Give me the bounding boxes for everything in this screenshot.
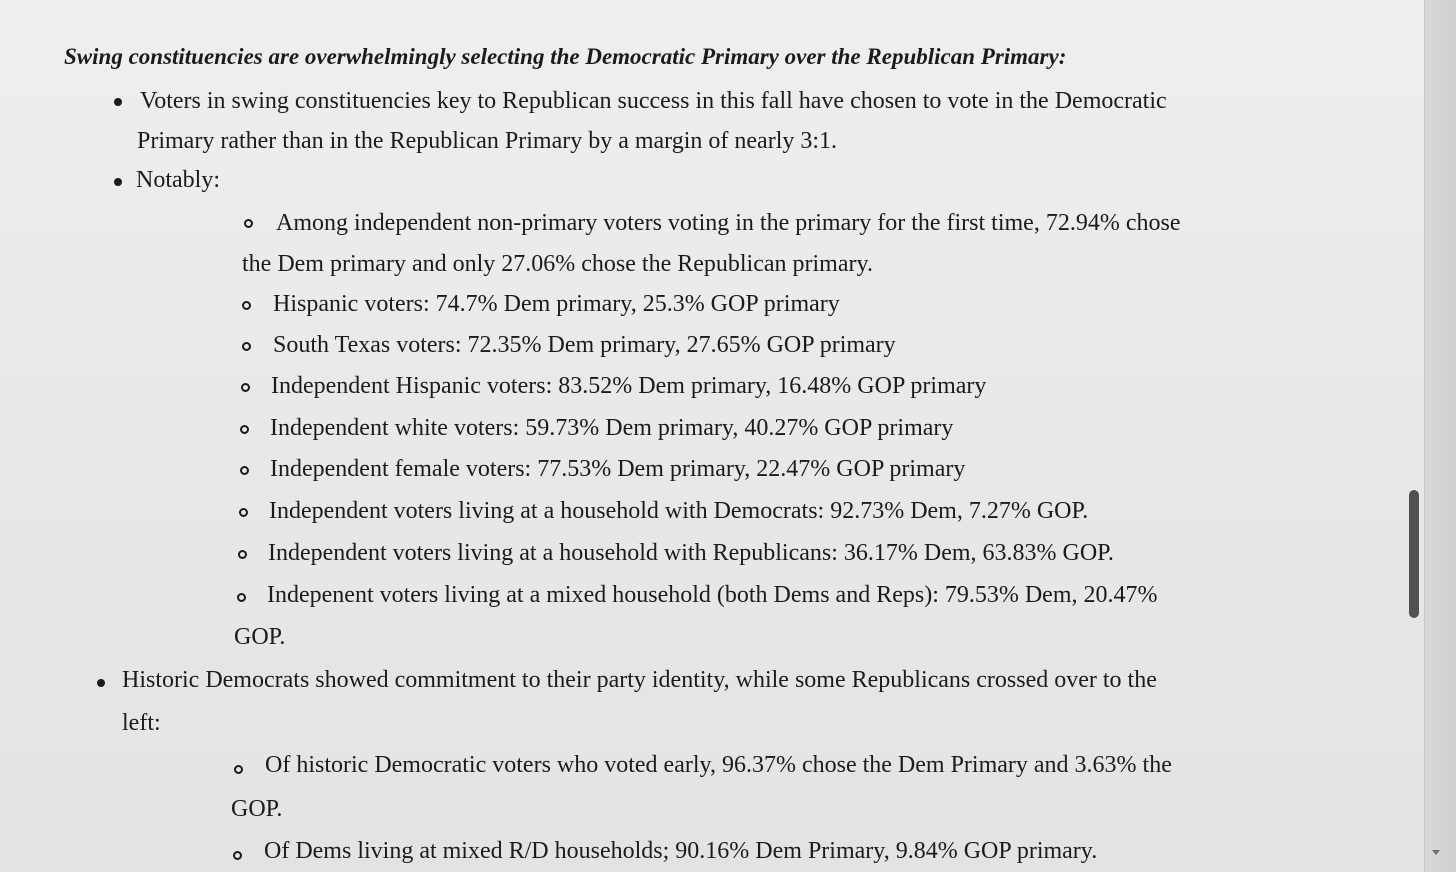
sub-bullet-marker: [240, 425, 249, 434]
sub-item-line: Of historic Democratic voters who voted early, 96.37% chose the Dem Primary and 3.63% the: [265, 752, 1172, 778]
sub-item-line: Indepenent voters living at a mixed household (both Dems and Reps): 79.53% Dem, 20.47%: [267, 582, 1158, 608]
sub-bullet-marker: [233, 851, 242, 860]
bullet-marker: [97, 679, 105, 687]
sub-bullet-marker: [244, 219, 253, 228]
sub-item-line: Of Dems living at mixed R/D households; 90.16% Dem Primary, 9.84% GOP primary.: [264, 838, 1098, 864]
sub-item-line: GOP.: [231, 796, 283, 822]
sub-item-line: Independent white voters: 59.73% Dem primary, 40.27% GOP primary: [270, 415, 954, 441]
sub-bullet-marker: [241, 383, 250, 392]
bullet-text-line: Historic Democrats showed commitment to their party identity, while some Republicans crossed over to the: [122, 667, 1157, 693]
bullet-marker: [114, 178, 122, 186]
sub-item-line: Hispanic voters: 74.7% Dem primary, 25.3% GOP primary: [273, 291, 840, 317]
sub-bullet-marker: [234, 765, 243, 774]
sub-bullet-marker: [242, 342, 251, 351]
sub-item-line: Among independent non-primary voters voting in the primary for the first time, 72.94% chose: [276, 210, 1181, 236]
sub-item-line: Independent Hispanic voters: 83.52% Dem primary, 16.48% GOP primary: [271, 373, 987, 399]
section-heading: Swing constituencies are overwhelmingly selecting the Democratic Primary over the Republican Primary:: [64, 44, 1067, 69]
sub-bullet-marker: [239, 508, 248, 517]
bullet-label-notably: Notably:: [136, 167, 220, 193]
sub-bullet-marker: [238, 550, 247, 559]
bullet-text-line: Primary rather than in the Republican Primary by a margin of nearly 3:1.: [137, 128, 838, 154]
sub-bullet-marker: [237, 593, 246, 602]
bullet-text-line: left:: [122, 710, 161, 736]
sub-item-line: South Texas voters: 72.35% Dem primary, 27.65% GOP primary: [273, 332, 896, 358]
bullet-marker: [114, 98, 122, 106]
sub-item-line: GOP.: [234, 624, 286, 650]
sub-item-line: Independent female voters: 77.53% Dem primary, 22.47% GOP primary: [270, 456, 966, 482]
vertical-scrollbar[interactable]: [1424, 0, 1456, 872]
scrollbar-thumb[interactable]: [1409, 490, 1419, 618]
sub-item-line: the Dem primary and only 27.06% chose the Republican primary.: [242, 251, 873, 277]
bullet-text-line: Voters in swing constituencies key to Republican success in this fall have chosen to vote in the Democratic: [140, 88, 1167, 114]
scroll-down-arrow-icon[interactable]: [1432, 850, 1440, 855]
sub-bullet-marker: [242, 301, 251, 310]
sub-item-line: Independent voters living at a household with Democrats: 92.73% Dem, 7.27% GOP.: [269, 498, 1089, 524]
sub-bullet-marker: [240, 466, 249, 475]
sub-item-line: Independent voters living at a household with Republicans: 36.17% Dem, 63.83% GOP.: [268, 540, 1114, 566]
